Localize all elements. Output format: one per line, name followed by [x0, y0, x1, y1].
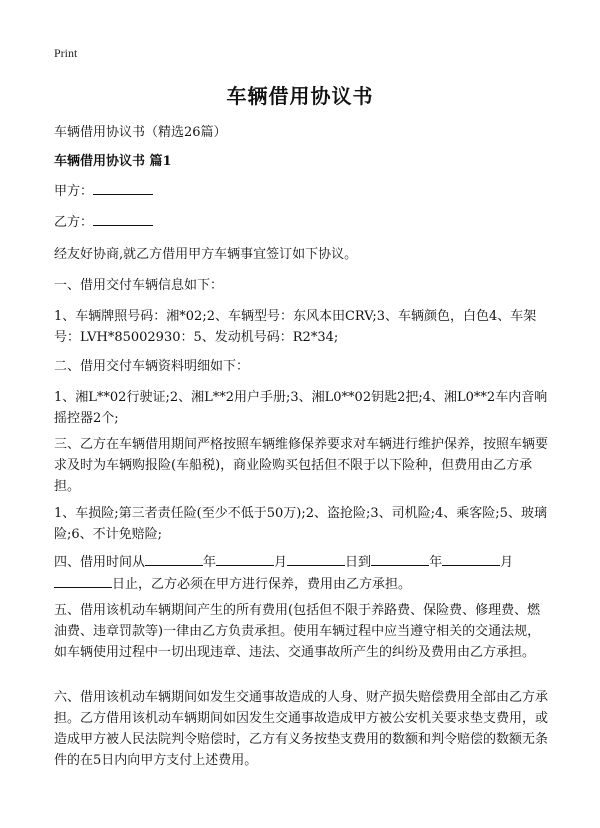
s4-end-year-blank	[371, 551, 429, 566]
section-6-body: 六、借用该机动车辆期间如发生交通事故造成的人身、财产损失赔偿费用全部由乙方承担。乙方借用该机动车辆期间如因发生交通事故造成甲方被公安机关要求垫支费用，或造成甲方被人民法院判令赔偿时，乙方有义务按垫支费用的数额和判令赔偿的数额无条件的在5日内向甲方支付上述费用。	[54, 690, 549, 768]
party-b-label: 乙方：	[54, 215, 94, 230]
section-2-body: 1、湘L**02行驶证;2、湘L**2用户手册;3、湘L0**02钥匙2把;4、湘L0**2车内音响摇控器2个;	[54, 390, 548, 426]
section-5-body: 五、借用该机动车辆期间产生的所有费用(包括但不限于养路费、保险费、修理费、燃油费、违章罚款等)一律由乙方负责承担。使用车辆过程中应当遵守相关的交通法规，如车辆使用过程中一切出现违章、违法、交通事故所产生的纠纷及费用由乙方承担。	[54, 603, 541, 660]
section-heading: 车辆借用协议书 篇1	[54, 154, 172, 169]
s4-start-month-blank	[216, 551, 274, 566]
party-a-label: 甲方：	[54, 184, 94, 199]
section-3-insurance-list: 1、车损险;第三者责任险(至少不低于50万);2、盗抢险;3、司机险;4、乘客险;5、玻璃险;6、不计免赔险;	[54, 506, 547, 542]
section-1-body: 1、车辆牌照号码：湘*02;2、车辆型号：东风本田CRV;3、车辆颜色，白色4、车架号：LVH*85002930：5、发动机号码：R2*34;	[54, 309, 537, 345]
section-4-body	[54, 551, 550, 595]
party-b-line	[54, 211, 550, 233]
party-a-blank	[93, 180, 153, 195]
s4-month2: 月	[500, 555, 514, 570]
s4-suffix: 日止，乙方必须在甲方进行保养，费用由乙方承担。	[112, 577, 412, 592]
party-a-line	[54, 180, 550, 202]
subtitle: 车辆借用协议书（精选26篇）	[54, 125, 227, 140]
s4-end-day-blank	[54, 573, 112, 588]
s4-start-year-blank	[145, 551, 203, 566]
s4-month: 月	[274, 555, 288, 570]
s4-year2: 年	[429, 555, 443, 570]
s4-year: 年	[203, 555, 217, 570]
intro-paragraph: 经友好协商,就乙方借用甲方车辆事宜签订如下协议。	[54, 247, 358, 262]
section-1-heading: 一、借用交付车辆信息如下：	[54, 278, 224, 293]
party-b-blank	[93, 211, 153, 226]
section-3-body: 三、乙方在车辆借用期间严格按照车辆维修保养要求对车辆进行维护保养，按照车辆要求及时为车辆购报险(车船税)，商业险购买包括但不限于以下险种，但费用由乙方承担。	[54, 437, 549, 494]
s4-day-to: 日到	[345, 555, 372, 570]
s4-end-month-blank	[442, 551, 500, 566]
section-2-heading: 二、借用交付车辆资料明细如下：	[54, 359, 250, 374]
s4-prefix: 四、借用时间从	[54, 555, 146, 570]
s4-start-day-blank	[287, 551, 345, 566]
document-title: 车辆借用协议书	[226, 84, 374, 108]
print-link[interactable]: Print	[54, 46, 78, 60]
